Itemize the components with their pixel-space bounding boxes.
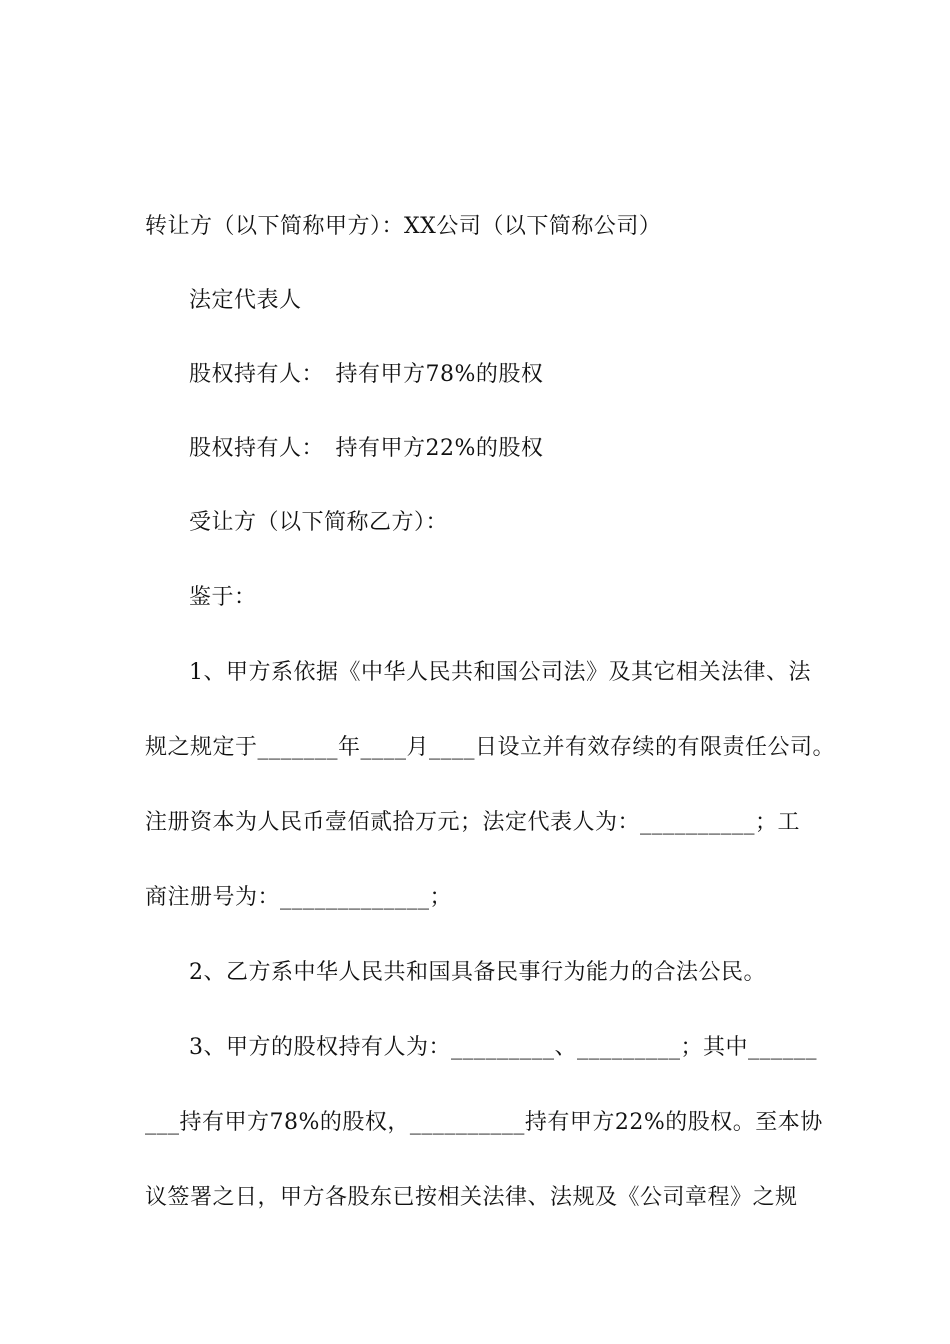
shareholder-22-line: 股权持有人： 持有甲方22%的股权 [189, 436, 544, 461]
clause-2-line-1: 2、乙方系中华人民共和国具备民事行为能力的合法公民。 [189, 960, 766, 985]
clause-1-line-3: 注册资本为人民币壹佰贰拾万元；法定代表人为：__________；工 [145, 810, 801, 835]
transferor-line: 转让方（以下简称甲方）：XX公司（以下简称公司） [145, 214, 662, 239]
transferee-line: 受让方（以下简称乙方）： [189, 510, 449, 535]
clause-1-line-2: 规之规定于_______年____月____日设立并有效存续的有限责任公司。 [145, 735, 836, 760]
whereas-heading: 鉴于： [189, 585, 257, 610]
clause-1-line-1: 1、甲方系依据《中华人民共和国公司法》及其它相关法律、法 [189, 660, 811, 685]
clause-1-line-4: 商注册号为：_____________； [145, 885, 453, 910]
clause-3-line-1: 3、甲方的股权持有人为：_________、_________；其中______ [189, 1035, 817, 1060]
clause-3-line-2: ___持有甲方78%的股权，__________持有甲方22%的股权。至本协 [145, 1110, 823, 1135]
clause-3-line-3: 议签署之日，甲方各股东已按相关法律、法规及《公司章程》之规 [145, 1185, 798, 1210]
shareholder-78-line: 股权持有人： 持有甲方78%的股权 [189, 362, 544, 387]
legal-representative-line: 法定代表人 [189, 288, 302, 313]
